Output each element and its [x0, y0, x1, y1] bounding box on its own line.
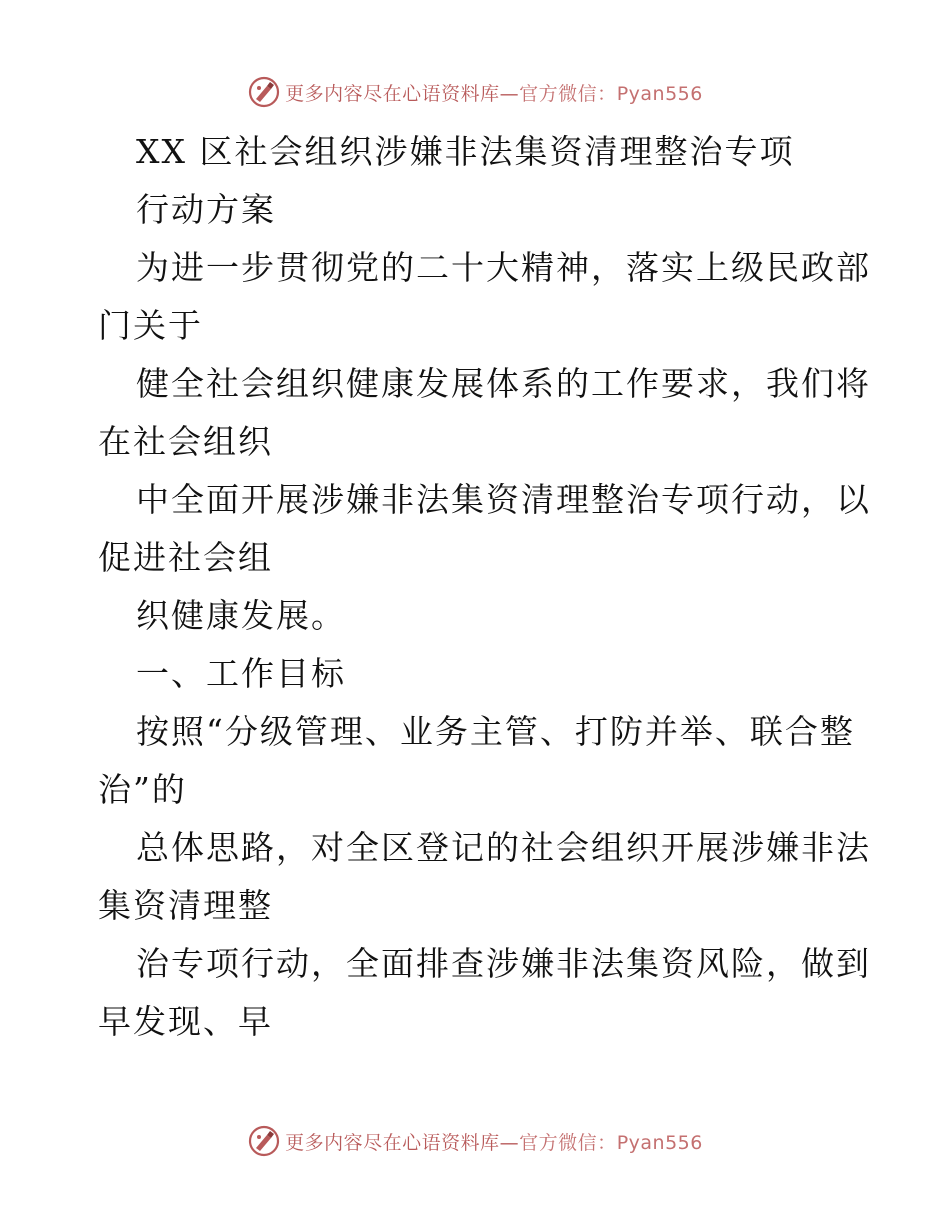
- banner-slogan: 更多内容尽在心语资料库—: [285, 1131, 520, 1154]
- document-body: [98, 123, 871, 1051]
- document-line: 集资清理整: [98, 886, 273, 925]
- document-line: 按照“分级管理、业务主管、打防并举、联合整: [136, 712, 855, 751]
- banner-text: [285, 1128, 703, 1155]
- banner-wechat-id: Pyan556: [616, 82, 703, 105]
- document-line: 总体思路，对全区登记的社会组织开展涉嫌非法: [136, 828, 871, 867]
- banner-text: [285, 79, 703, 106]
- document-line: XX 区社会组织涉嫌非法集资清理整治专项: [136, 132, 795, 171]
- document-line: 一、工作目标: [136, 654, 346, 693]
- document-line: 织健康发展。: [136, 596, 346, 635]
- document-line: 治”的: [98, 770, 187, 809]
- banner-wechat-label: 官方微信：: [519, 1131, 617, 1154]
- document-line: 在社会组织: [98, 422, 273, 461]
- document-line: 促进社会组: [98, 538, 273, 577]
- banner-wechat-id: Pyan556: [616, 1131, 703, 1154]
- banner-wechat-label: 官方微信：: [519, 82, 617, 105]
- banner-slogan: 更多内容尽在心语资料库—: [285, 82, 520, 105]
- document-line: 门关于: [98, 306, 203, 345]
- document-line: 健全社会组织健康发展体系的工作要求，我们将: [136, 364, 871, 403]
- pen-logo-icon: [247, 1124, 281, 1158]
- pen-logo-icon: [247, 75, 281, 109]
- document-line: 早发现、早: [98, 1002, 273, 1041]
- document-line: 行动方案: [136, 190, 276, 229]
- header-banner: [0, 72, 950, 112]
- document-line: 为进一步贯彻党的二十大精神，落实上级民政部: [136, 248, 871, 287]
- document-line: 治专项行动，全面排查涉嫌非法集资风险，做到: [136, 944, 871, 983]
- document-line: 中全面开展涉嫌非法集资清理整治专项行动，以: [136, 480, 871, 519]
- footer-banner: [0, 1121, 950, 1161]
